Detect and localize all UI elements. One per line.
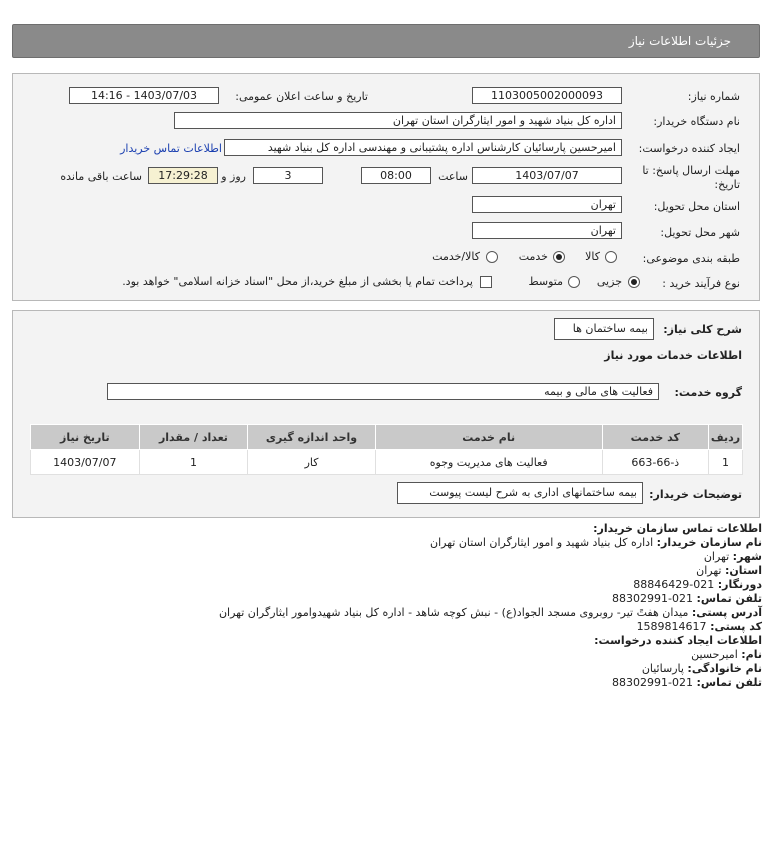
services-table-wrap	[30, 424, 743, 475]
postal-value: 1589814617	[636, 620, 707, 633]
buyer-org-field: اداره کل بنیاد شهید و امور ایثارگران استان تهران	[174, 112, 622, 129]
page-header	[12, 24, 760, 58]
category-radio-service[interactable]	[553, 251, 565, 263]
cell-unit: کار	[248, 450, 376, 475]
category-option-goods-service: کالا/خدمت	[432, 250, 480, 263]
province-field: تهران	[472, 196, 622, 213]
days-label: روز و	[221, 170, 246, 183]
need-number-label: شماره نیاز:	[687, 90, 740, 103]
col-code-header: کد خدمت	[602, 425, 709, 450]
treasury-payment-checkbox[interactable]	[480, 276, 492, 288]
creator-phone-label: تلفن تماس:	[696, 676, 762, 689]
deadline-date-field: 1403/07/07	[472, 167, 622, 184]
process-option-medium: متوسط	[528, 275, 563, 288]
process-option-minor: جزیی	[596, 275, 622, 288]
cell-date: 1403/07/07	[31, 450, 140, 475]
cell-qty: 1	[139, 450, 248, 475]
address-label: آدرس پستی:	[691, 606, 762, 619]
org-label: نام سازمان خریدار:	[656, 536, 762, 549]
buyer-contact-link[interactable]: اطلاعات تماس خریدار	[120, 142, 222, 155]
service-group-field: فعالیت های مالی و بیمه	[107, 383, 659, 400]
col-date-header: تاریخ نیاز	[31, 425, 140, 450]
deadline-label: مهلت ارسال پاسخ: تا	[642, 164, 740, 177]
process-radio-minor[interactable]	[628, 276, 640, 288]
deadline-time-label: ساعت	[438, 170, 468, 183]
postal-label: کد پستی:	[710, 620, 762, 633]
process-label: نوع فرآیند خرید :	[662, 277, 740, 290]
col-name-header: نام خدمت	[375, 425, 602, 450]
phone-label: تلفن تماس:	[696, 592, 762, 605]
fax-label: دورنگار:	[717, 578, 762, 591]
creator-label: ایجاد کننده درخواست:	[638, 142, 740, 155]
announce-label: تاریخ و ساعت اعلان عمومی:	[235, 90, 368, 103]
services-heading: اطلاعات خدمات مورد نیاز	[604, 349, 742, 362]
col-row-header: ردیف	[709, 425, 743, 450]
remaining-time-field: 17:29:28	[148, 167, 218, 184]
city-field: تهران	[472, 222, 622, 239]
payment-note: پرداخت تمام یا بخشی از مبلغ خرید،از محل "اسناد خزانه اسلامی" خواهد بود.	[122, 275, 473, 288]
contact-city-value: تهران	[703, 550, 730, 563]
creator-phone-value: 021-88302991	[612, 676, 694, 689]
service-group-label: گروه خدمت:	[674, 386, 742, 399]
cell-name: فعالیت های مدیریت وجوه	[375, 450, 602, 475]
days-field: 3	[253, 167, 323, 184]
need-number-field: 1103005002000093	[472, 87, 622, 104]
creator-field: امیرحسین پارسائیان کارشناس اداره پشتیبانی و مهندسی اداره کل بنیاد شهید	[224, 139, 622, 156]
col-unit-header: واحد اندازه گیری	[248, 425, 376, 450]
buyer-desc-field: بیمه ساختمانهای اداری به شرح لیست پیوست	[397, 482, 643, 504]
deadline-label-date: تاریخ:	[714, 178, 740, 191]
address-value: میدان هفتً تیر- روبروی مسجد الجواد(ع) - نبش کوچه شاهد - اداره کل بنیاد شهیدوامور ایثارگران تهران	[218, 606, 689, 619]
remaining-label: ساعت باقی مانده	[60, 170, 142, 183]
contact-info	[62, 522, 762, 690]
contact-city-label: شهر:	[732, 550, 762, 563]
need-info-panel	[12, 73, 760, 301]
buyer-org-label: نام دستگاه خریدار:	[653, 115, 740, 128]
services-table	[30, 424, 743, 475]
family-value: پارسائیان	[641, 662, 684, 675]
table-row	[31, 450, 743, 475]
category-radio-goods[interactable]	[605, 251, 617, 263]
need-details-panel	[12, 310, 760, 518]
category-option-goods: کالا	[585, 250, 600, 263]
summary-label: شرح کلی نیاز:	[663, 323, 742, 336]
announce-field: 1403/07/03 - 14:16	[69, 87, 219, 104]
cell-code: ذ-66-663	[602, 450, 709, 475]
city-label: شهر محل تحویل:	[660, 226, 740, 239]
col-qty-header: تعداد / مقدار	[139, 425, 248, 450]
name-value: امیرحسین	[691, 648, 738, 661]
fax-value: 021-88846429	[633, 578, 715, 591]
org-value: اداره کل بنیاد شهید و امور ایثارگران استان تهران	[430, 536, 654, 549]
buyer-desc-label: توضیحات خریدار:	[649, 488, 742, 501]
contact-province-value: تهران	[696, 564, 722, 577]
contact-heading: اطلاعات تماس سازمان خریدار:	[593, 522, 762, 535]
name-label: نام:	[741, 648, 762, 661]
summary-field: بیمه ساختمان ها	[554, 318, 654, 340]
creator-info-heading: اطلاعات ایجاد کننده درخواست:	[594, 634, 762, 647]
province-label: استان محل تحویل:	[653, 200, 740, 213]
page-title: جزئیات اطلاعات نیاز	[628, 34, 731, 48]
contact-province-label: استان:	[725, 564, 762, 577]
phone-value: 021-88302991	[612, 592, 694, 605]
process-radio-medium[interactable]	[568, 276, 580, 288]
deadline-time-field: 08:00	[361, 167, 431, 184]
family-label: نام خانوادگی:	[687, 662, 762, 675]
cell-row: 1	[709, 450, 743, 475]
category-option-service: خدمت	[518, 250, 548, 263]
table-header-row	[31, 425, 743, 450]
category-label: طبقه بندی موضوعی:	[642, 252, 740, 265]
category-radio-goods-service[interactable]	[486, 251, 498, 263]
